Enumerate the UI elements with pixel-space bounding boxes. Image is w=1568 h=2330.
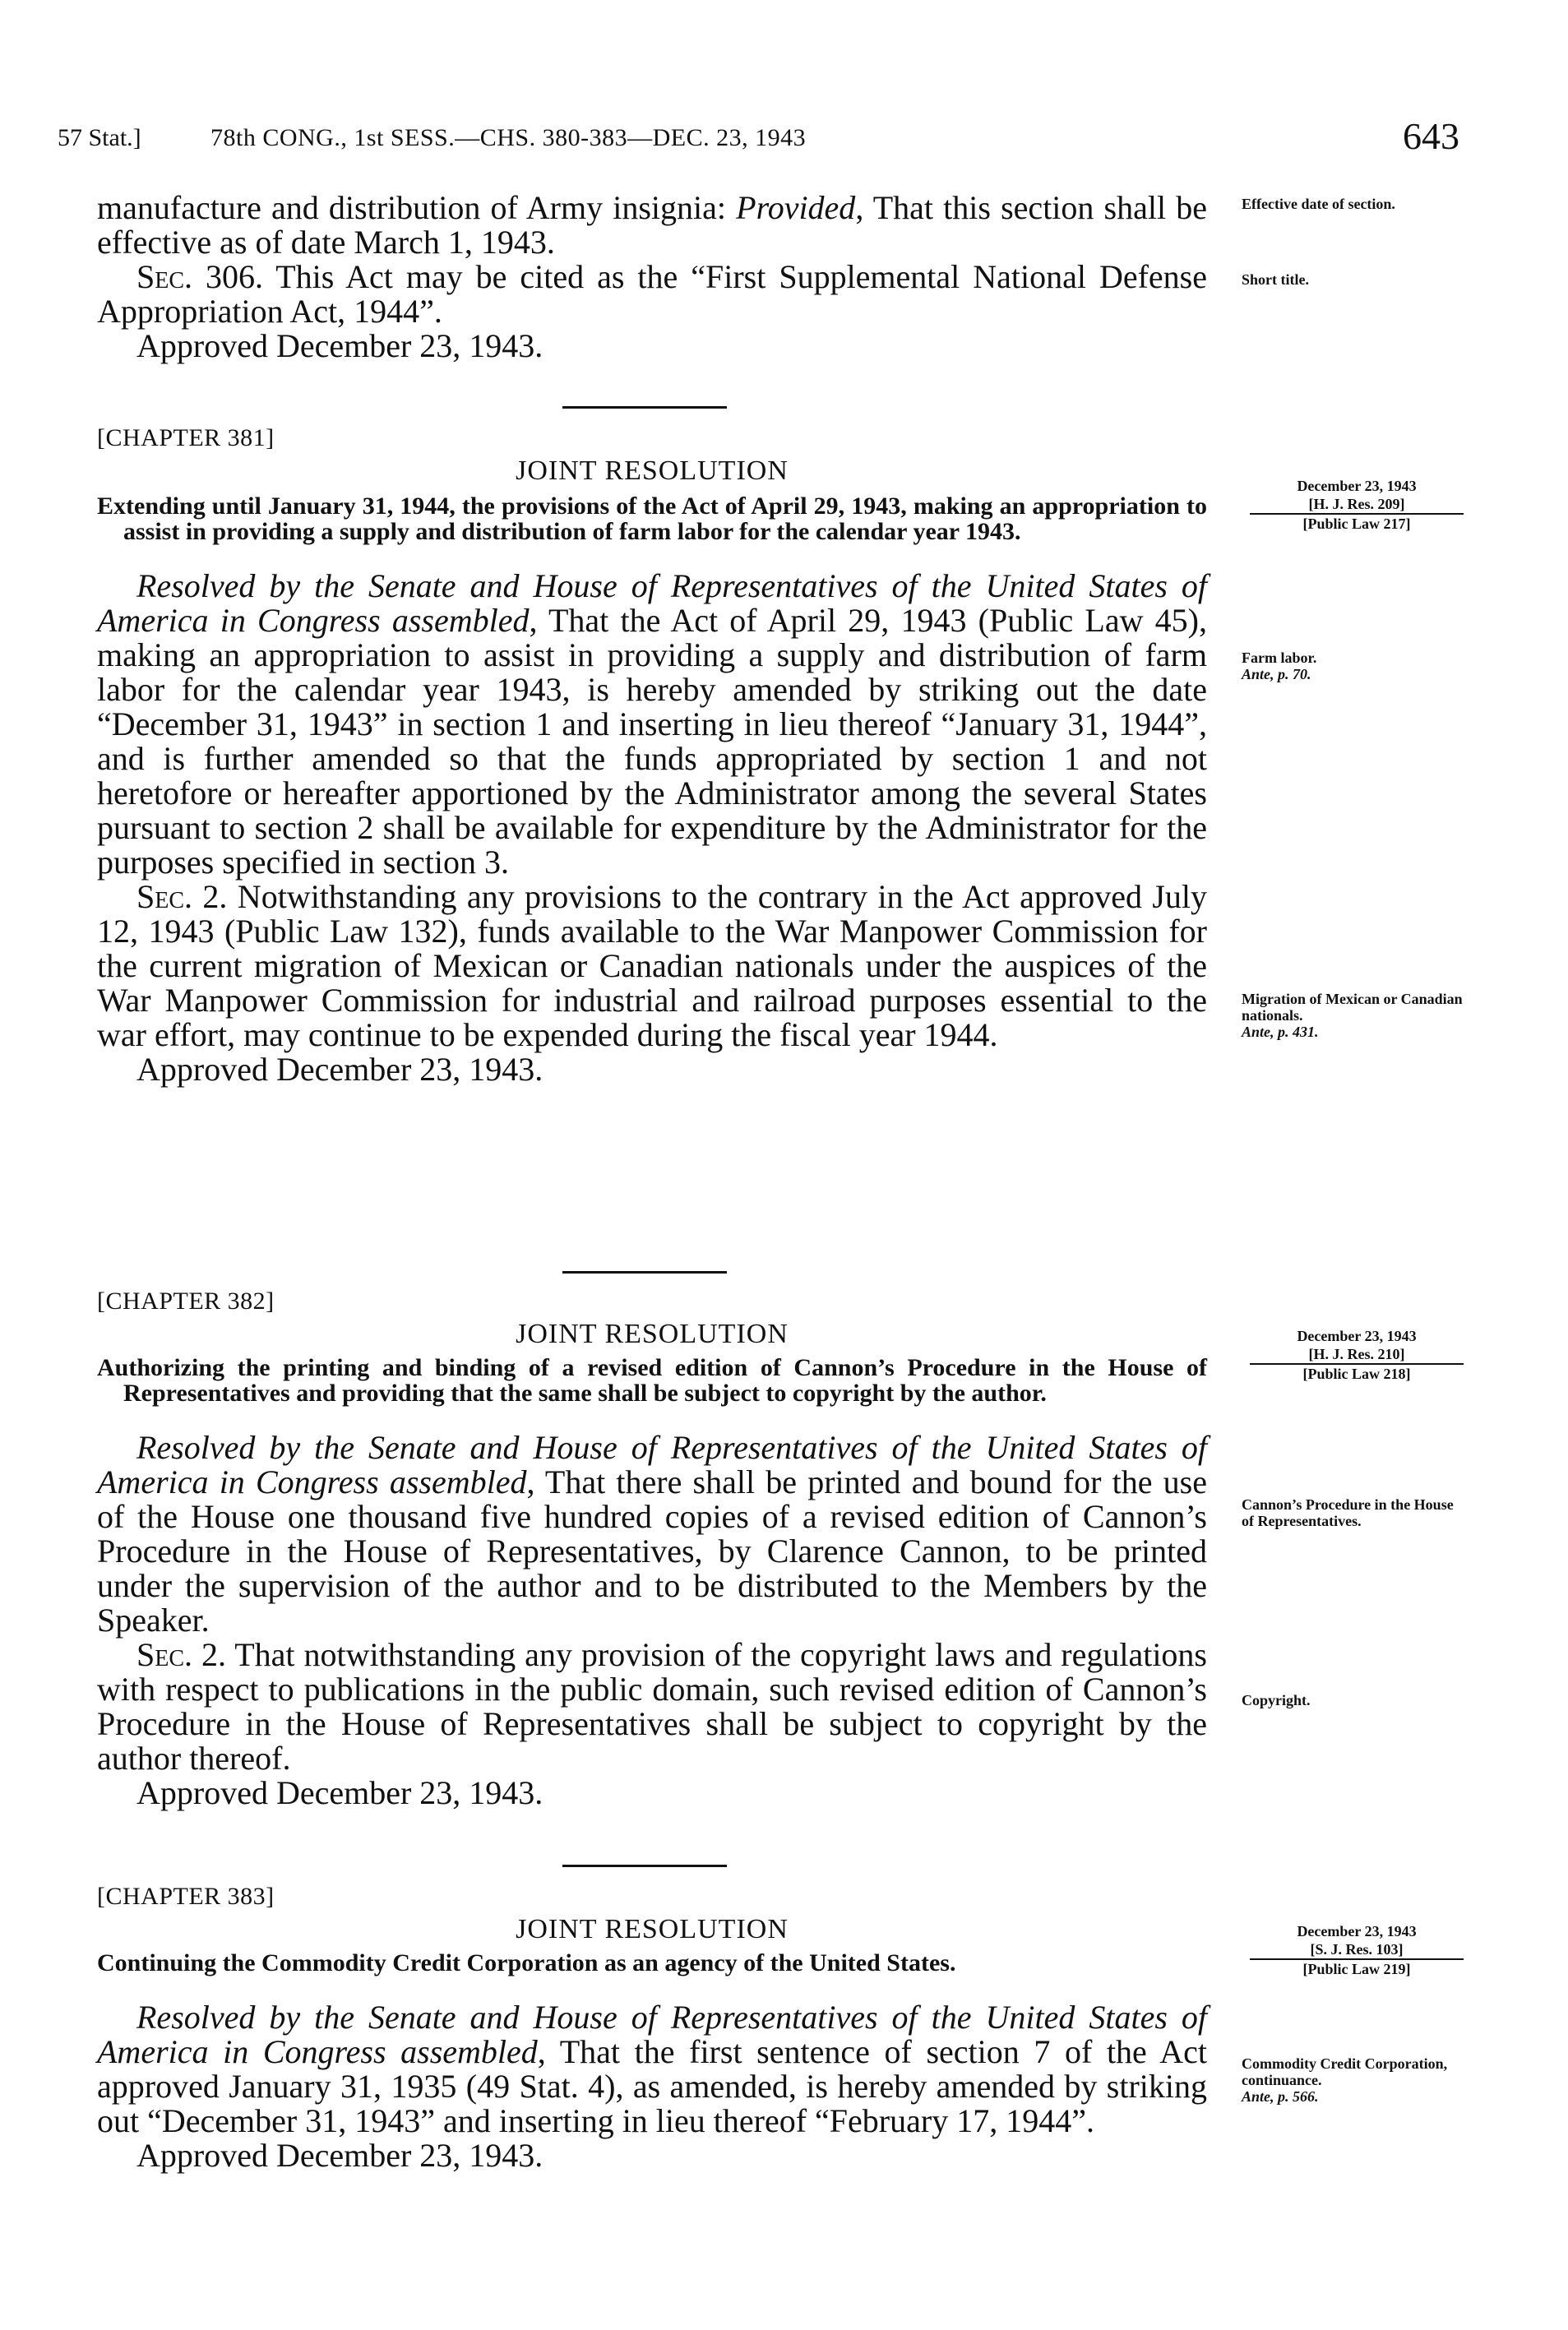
- enactment-stamp: December 23, 1943 [H. J. Res. 209] [Public Law 217]: [1250, 477, 1464, 533]
- approved-line: Approved December 23, 1943.: [136, 327, 543, 364]
- margin-note-effective-date: Effective date of section.: [1242, 196, 1395, 212]
- joint-resolution-heading: JOINT RESOLUTION: [516, 1914, 789, 1944]
- section-top: [97, 191, 1207, 363]
- page-number: 643: [1403, 115, 1459, 157]
- resolution-title: Continuing the Commodity Credit Corporation as an agency of the United States.: [97, 1949, 956, 1976]
- approved-line: Approved December 23, 1943.: [136, 1774, 543, 1811]
- chapter-381: [97, 424, 1207, 1087]
- paragraph-resolved: Resolved by the Senate and House of Representatives of the United States of America in Congress assembled, That the first sentence of section 7 of the Act approved January 31, 1935 (49 Stat. 4), as amended, is hereby amended by striking out “December 31, 1943” and inserting in lieu thereof “February 17, 1944”.: [97, 1999, 1207, 2139]
- header-volume: 57 Stat.]: [58, 124, 141, 151]
- margin-note-farm-labor: Farm labor. Ante, p. 70.: [1242, 650, 1317, 682]
- chapter-heading: [CHAPTER 382]: [97, 1288, 275, 1315]
- resolution-title: Authorizing the printing and binding of a revised edition of Cannon’s Procedure in the House of Representatives and providing that the same shall be subject to copyright by the author.: [97, 1354, 1207, 1407]
- section-divider: [562, 1271, 727, 1274]
- joint-resolution-heading: JOINT RESOLUTION: [516, 1319, 789, 1349]
- chapter-383: [97, 1883, 1207, 2173]
- margin-note-migration: Migration of Mexican or Canadian nationals. Ante, p. 431.: [1242, 991, 1463, 1040]
- margin-note-commodity-credit: Commodity Credit Corporation, continuance. Ante, p. 566.: [1242, 2055, 1448, 2105]
- paragraph-sec-306: Sec. 306. This Act may be cited as the “First Supplemental National Defense Appropriation Act, 1944”.: [97, 258, 1207, 330]
- margin-note-short-title: Short title.: [1242, 271, 1309, 288]
- paragraph-resolved: Resolved by the Senate and House of Representatives of the United States of America in Congress assembled, That the Act of April 29, 1943 (Public Law 45), making an appropriation to assist in providing a supply and distribution of farm labor for the calendar year 1943, is hereby amended by striking out the date “December 31, 1943” in section 1 and inserting in lieu thereof “January 31, 1944”, and is further amended so that the funds appropriated by section 1 and not heretofore or hereafter apportioned by the Administrator among the several States pursuant to section 2 shall be available for expenditure by the Administrator for the purposes specified in section 3.: [97, 567, 1207, 881]
- paragraph-provided: manufacture and distribution of Army insignia: Provided, That this section shall be effective as of date March 1, 1943.: [97, 189, 1208, 261]
- approved-line: Approved December 23, 1943.: [136, 2137, 543, 2174]
- section-divider: [562, 1865, 727, 1867]
- section-divider: [562, 406, 727, 409]
- enactment-stamp: December 23, 1943 [H. J. Res. 210] [Public Law 218]: [1250, 1327, 1464, 1383]
- paragraph-sec-2: Sec. 2. That notwithstanding any provision of the copyright laws and regulations with respect to publications in the public domain, such revised edition of Cannon’s Procedure in the House of Representatives shall be subject to copyright by the author thereof.: [97, 1636, 1208, 1777]
- paragraph-resolved: Resolved by the Senate and House of Representatives of the United States of America in Congress assembled, That there shall be printed and bound for the use of the House one thousand five hundred copies of a revised edition of Cannon’s Procedure in the House of Representatives, by Clarence Cannon, to be printed under the supervision of the author and to be distributed to the Members by the Speaker.: [97, 1429, 1207, 1639]
- margin-note-cannons-procedure: Cannon’s Procedure in the House of Representatives.: [1242, 1496, 1454, 1529]
- enactment-stamp: December 23, 1943 [S. J. Res. 103] [Public Law 219]: [1250, 1922, 1464, 1978]
- chapter-heading: [CHAPTER 383]: [97, 1883, 275, 1910]
- chapter-382: [97, 1288, 1207, 1810]
- chapter-heading: [CHAPTER 381]: [97, 424, 275, 451]
- paragraph-sec-2: Sec. 2. Notwithstanding any provisions to the contrary in the Act approved July 12, 1943 (Public Law 132), funds available to the War Manpower Commission for the current migration of Mexican or Canadian nationals under the auspices of the War Manpower Commission for industrial and railroad purposes essential to the war effort, may continue to be expended during the fiscal year 1944.: [97, 878, 1208, 1053]
- resolution-title: Extending until January 31, 1944, the provisions of the Act of April 29, 1943, making an appropriation to assist in providing a supply and distribution of farm labor for the calendar year 1943.: [97, 492, 1207, 545]
- header-title: 78th CONG., 1st SESS.—CHS. 380-383—DEC. 23, 1943: [210, 124, 807, 151]
- joint-resolution-heading: JOINT RESOLUTION: [516, 455, 789, 486]
- margin-note-copyright: Copyright.: [1242, 1692, 1311, 1708]
- approved-line: Approved December 23, 1943.: [136, 1051, 543, 1088]
